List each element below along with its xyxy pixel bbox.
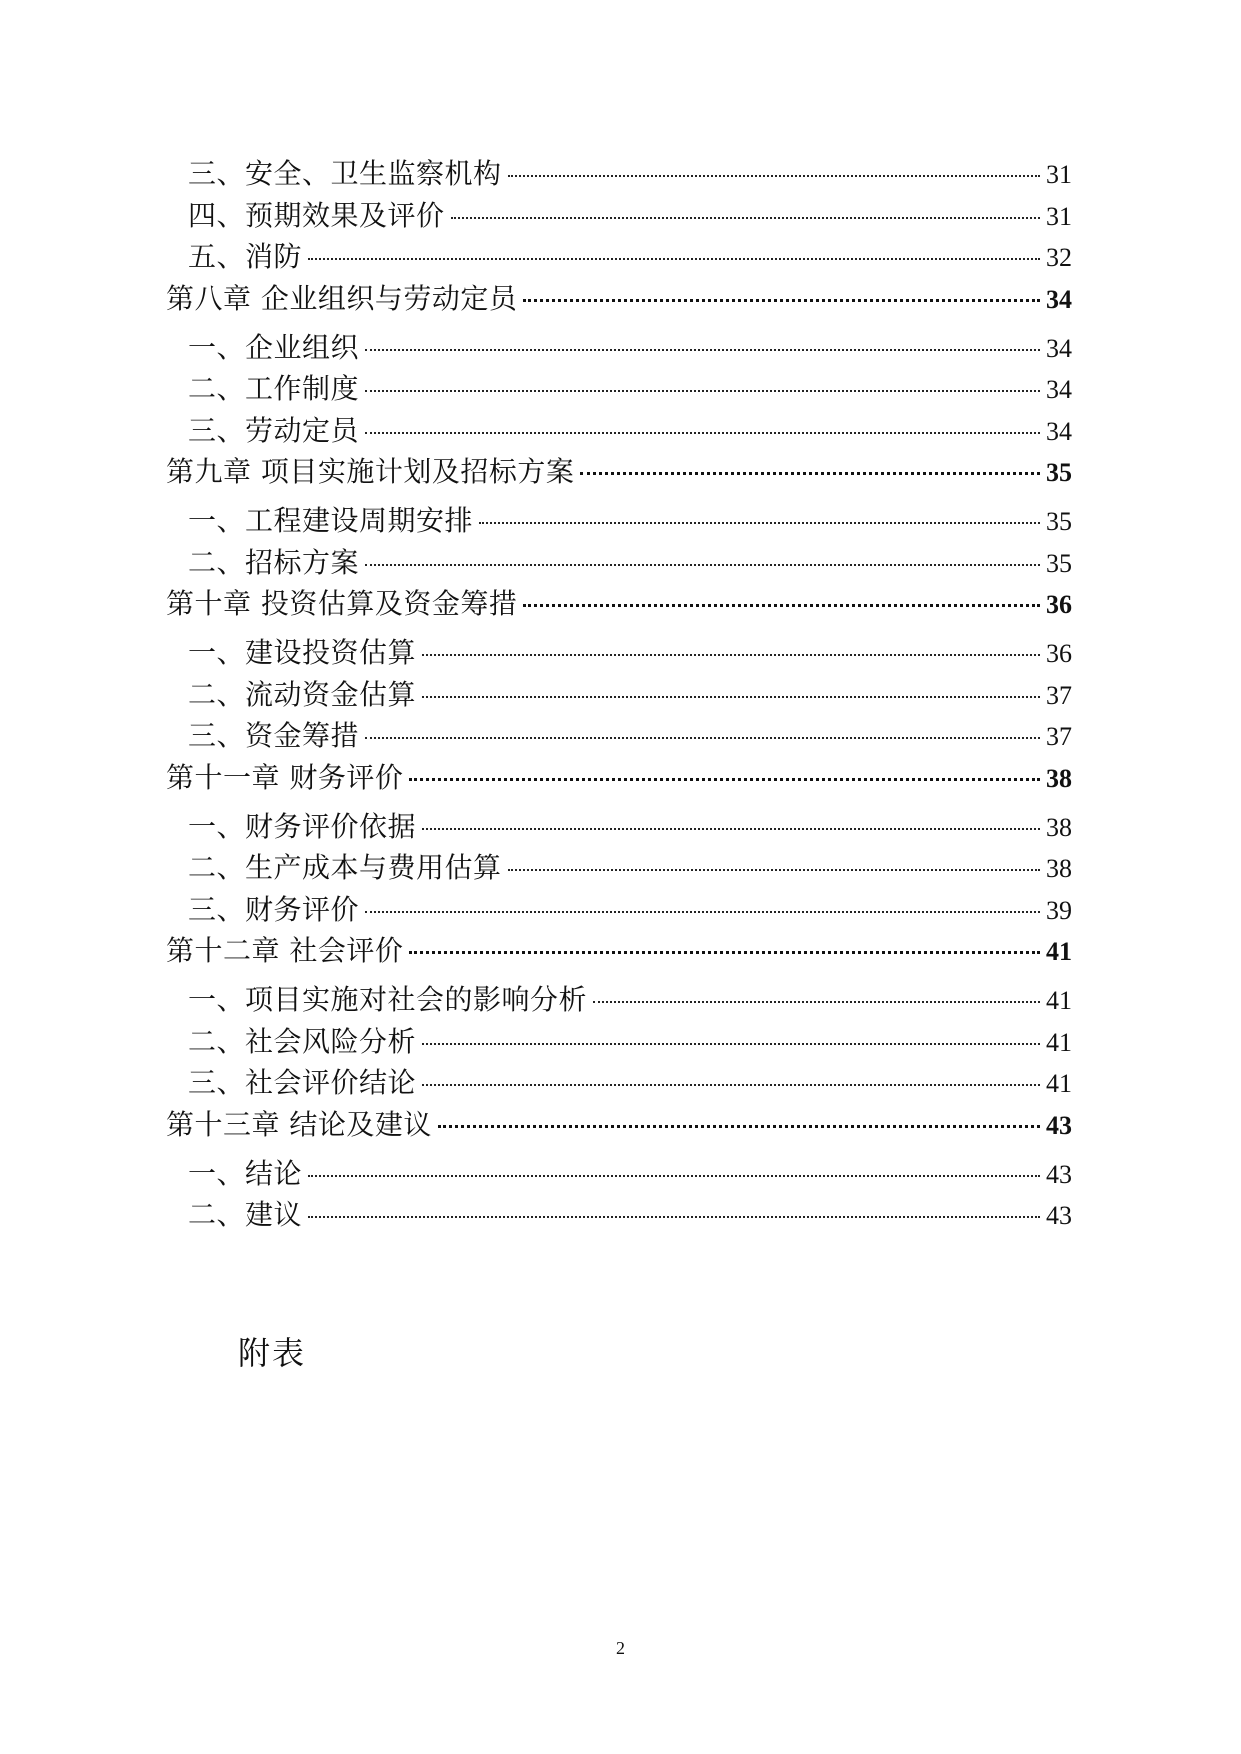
dot-leader bbox=[365, 911, 1040, 913]
dot-leader bbox=[479, 522, 1040, 524]
toc-chapter-entry[interactable] bbox=[166, 929, 1072, 978]
dot-leader bbox=[365, 564, 1040, 566]
toc-entry-page: 35 bbox=[1046, 548, 1072, 578]
toc-chapter-title: 第十二章 社会评价 bbox=[166, 934, 404, 967]
toc-entry-page: 34 bbox=[1046, 333, 1072, 363]
dot-leader bbox=[422, 696, 1040, 698]
dot-leader bbox=[365, 432, 1040, 434]
toc-entry-title: 一、工程建设周期安排 bbox=[188, 504, 474, 537]
toc-entry-title: 一、企业组织 bbox=[188, 330, 360, 364]
toc-entry-page: 41 bbox=[1046, 1027, 1072, 1057]
toc-entry-page: 39 bbox=[1046, 895, 1072, 925]
toc-chapter-title: 第十三章 结论及建议 bbox=[166, 1107, 432, 1141]
toc-entry[interactable] bbox=[188, 1061, 1072, 1103]
toc-entry-page: 35 bbox=[1046, 507, 1072, 536]
toc-entry-title: 二、流动资金估算 bbox=[188, 677, 417, 711]
toc-chapter-entry[interactable] bbox=[166, 1103, 1072, 1152]
toc-entry-title: 三、社会评价结论 bbox=[188, 1066, 417, 1099]
dot-leader bbox=[422, 828, 1040, 830]
toc-entry[interactable] bbox=[188, 235, 1072, 277]
toc-entry-page: 36 bbox=[1046, 639, 1072, 668]
toc-chapter-page: 38 bbox=[1046, 763, 1072, 793]
toc-entry[interactable] bbox=[188, 888, 1072, 930]
toc-entry[interactable] bbox=[188, 194, 1072, 236]
toc-entry-page: 32 bbox=[1046, 243, 1072, 272]
toc-entry[interactable] bbox=[188, 326, 1072, 368]
dot-leader bbox=[422, 654, 1040, 656]
dot-leader bbox=[508, 869, 1040, 871]
toc-entry[interactable] bbox=[188, 409, 1072, 451]
toc-entry-title: 一、建设投资估算 bbox=[188, 636, 417, 669]
toc-entry[interactable] bbox=[188, 631, 1072, 673]
toc-entry-page: 34 bbox=[1046, 375, 1072, 404]
dot-leader bbox=[422, 1084, 1040, 1086]
dot-leader bbox=[365, 390, 1040, 392]
toc-entry-page: 43 bbox=[1046, 1201, 1072, 1230]
dot-leader bbox=[409, 951, 1040, 954]
dot-leader bbox=[508, 175, 1040, 177]
toc-entry-title: 一、财务评价依据 bbox=[188, 809, 417, 843]
toc-entry-title: 三、资金筹措 bbox=[188, 719, 360, 752]
dot-leader bbox=[422, 1043, 1040, 1045]
dot-leader bbox=[593, 1001, 1040, 1003]
toc-entry[interactable] bbox=[188, 541, 1072, 583]
toc-chapter-title: 第八章 企业组织与劳动定员 bbox=[166, 281, 518, 315]
toc-entry-page: 38 bbox=[1046, 812, 1072, 842]
toc-entry-title: 二、生产成本与费用估算 bbox=[188, 851, 502, 884]
toc-entry-title: 二、建议 bbox=[188, 1198, 303, 1231]
toc-entry-title: 二、工作制度 bbox=[188, 372, 360, 405]
toc-entry-title: 一、项目实施对社会的影响分析 bbox=[188, 983, 588, 1016]
toc-chapter-page: 43 bbox=[1046, 1110, 1072, 1140]
toc-entry-page: 34 bbox=[1046, 416, 1072, 446]
toc-entry-title: 五、消防 bbox=[188, 240, 303, 273]
toc-chapter-entry[interactable] bbox=[166, 450, 1072, 499]
toc-entry-title: 三、安全、卫生监察机构 bbox=[188, 157, 502, 190]
toc-entry-title: 一、结论 bbox=[188, 1156, 303, 1190]
page-number: 2 bbox=[616, 1638, 625, 1658]
dot-leader bbox=[580, 472, 1040, 475]
dot-leader bbox=[451, 217, 1040, 219]
table-of-contents bbox=[166, 152, 1072, 1235]
toc-entry[interactable] bbox=[188, 1152, 1072, 1194]
toc-entry[interactable] bbox=[188, 367, 1072, 409]
toc-chapter-page: 34 bbox=[1046, 284, 1072, 314]
toc-chapter-title: 第十一章 财务评价 bbox=[166, 760, 404, 794]
toc-entry-title: 三、劳动定员 bbox=[188, 413, 360, 447]
dot-leader bbox=[365, 737, 1040, 739]
toc-entry[interactable] bbox=[188, 805, 1072, 847]
toc-entry-page: 41 bbox=[1046, 1069, 1072, 1098]
toc-chapter-page: 36 bbox=[1046, 590, 1072, 619]
toc-entry[interactable] bbox=[188, 846, 1072, 888]
toc-entry-page: 37 bbox=[1046, 680, 1072, 710]
toc-entry[interactable] bbox=[188, 1020, 1072, 1062]
dot-leader bbox=[308, 1216, 1040, 1218]
toc-entry-page: 41 bbox=[1046, 986, 1072, 1015]
toc-entry-title: 三、财务评价 bbox=[188, 892, 360, 926]
toc-entry-title: 二、招标方案 bbox=[188, 545, 360, 579]
appendix-heading: 附表 bbox=[238, 1334, 307, 1372]
toc-chapter-title: 第十章 投资估算及资金筹措 bbox=[166, 587, 518, 620]
toc-entry[interactable] bbox=[188, 1193, 1072, 1235]
toc-chapter-page: 35 bbox=[1046, 458, 1072, 487]
toc-entry-page: 38 bbox=[1046, 854, 1072, 883]
toc-entry-page: 37 bbox=[1046, 722, 1072, 751]
toc-chapter-title: 第九章 项目实施计划及招标方案 bbox=[166, 455, 575, 488]
toc-entry[interactable] bbox=[188, 714, 1072, 756]
dot-leader bbox=[365, 349, 1040, 351]
toc-entry-page: 31 bbox=[1046, 160, 1072, 189]
toc-chapter-entry[interactable] bbox=[166, 582, 1072, 631]
dot-leader bbox=[523, 604, 1040, 607]
toc-entry[interactable] bbox=[188, 499, 1072, 541]
toc-chapter-page: 41 bbox=[1046, 937, 1072, 966]
toc-entry-title: 四、预期效果及评价 bbox=[188, 198, 445, 232]
toc-entry[interactable] bbox=[188, 152, 1072, 194]
toc-entry-page: 31 bbox=[1046, 201, 1072, 231]
toc-entry[interactable] bbox=[188, 978, 1072, 1020]
dot-leader bbox=[523, 299, 1040, 302]
dot-leader bbox=[308, 258, 1040, 260]
toc-chapter-entry[interactable] bbox=[166, 277, 1072, 326]
toc-entry-title: 二、社会风险分析 bbox=[188, 1024, 417, 1058]
dot-leader bbox=[438, 1125, 1040, 1128]
toc-entry-page: 43 bbox=[1046, 1159, 1072, 1189]
dot-leader bbox=[409, 778, 1040, 781]
toc-chapter-entry[interactable] bbox=[166, 756, 1072, 805]
dot-leader bbox=[308, 1175, 1040, 1177]
toc-entry[interactable] bbox=[188, 673, 1072, 715]
